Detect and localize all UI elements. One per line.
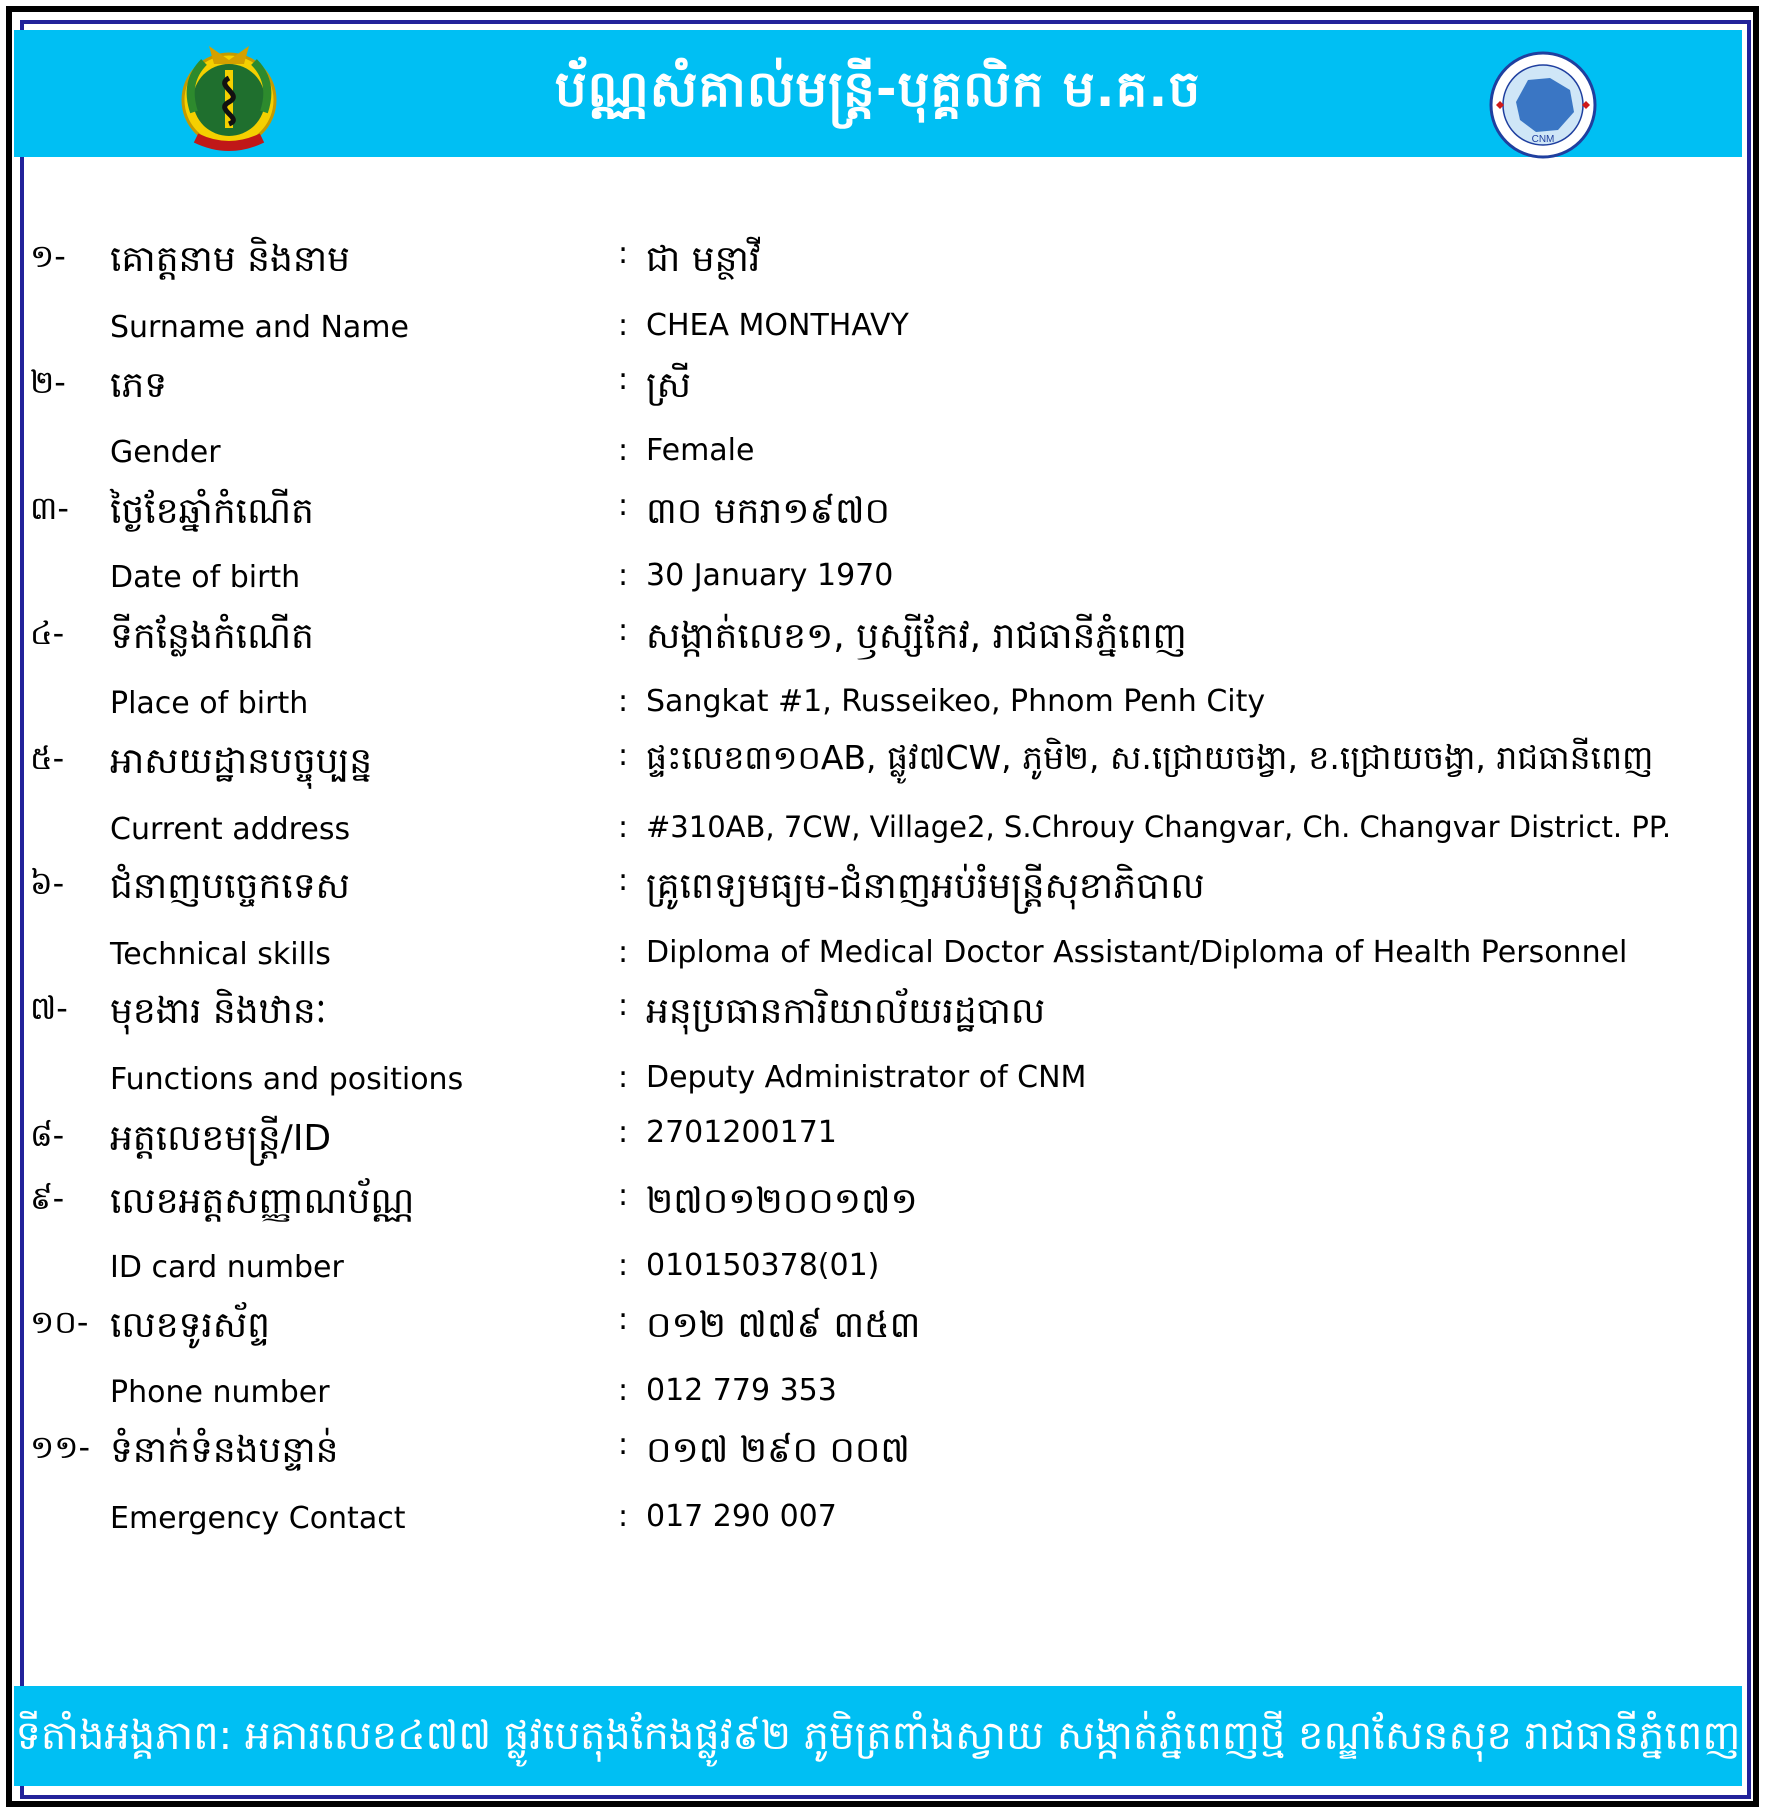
field-label-en: Current address: [110, 812, 351, 847]
field-value-kh: 2701200171: [646, 1115, 837, 1150]
page-title: ប័ណ្ណសំគាល់មន្ត្រី-បុគ្គលិក ម.គ.ច: [554, 60, 1202, 118]
field-label-en: Place of birth: [110, 686, 309, 721]
field-value-kh: អនុប្រធានការិយាល័យរដ្ឋបាល: [646, 991, 1046, 1032]
cnm-logo-text: CNM: [1531, 134, 1555, 145]
field-label-en: Functions and positions: [110, 1062, 464, 1097]
field-value-kh: សង្កាត់លេខ១, ឫស្សីកែវ, រាជធានីភ្នំពេញ: [646, 616, 1187, 657]
field-label-kh: ភេទ: [110, 365, 168, 406]
colon: :: [618, 1302, 629, 1337]
field-value-en: 017 290 007: [646, 1499, 837, 1534]
list-item: [0, 1302, 1771, 1346]
item-number: ១-: [30, 237, 66, 275]
field-label-en: Phone number: [110, 1375, 330, 1410]
list-item: [0, 1427, 1771, 1471]
colon: :: [618, 488, 629, 523]
colon: :: [618, 1373, 629, 1408]
list-item: [0, 613, 1771, 657]
footer-banner: [14, 1686, 1742, 1786]
item-number: ៦-: [30, 864, 65, 902]
list-item: [0, 1248, 1771, 1288]
list-item: [0, 1178, 1771, 1222]
field-value-en: 010150378(01): [646, 1248, 880, 1283]
colon: :: [618, 863, 629, 898]
field-value-kh: ស្រី: [646, 365, 691, 406]
field-value-en: Diploma of Medical Doctor Assistant/Diploma of Health Personnel: [646, 935, 1628, 970]
colon: :: [618, 236, 629, 271]
item-number: ៤-: [30, 614, 65, 652]
colon: :: [618, 810, 629, 845]
colon: :: [618, 988, 629, 1023]
field-value-en: CHEA MONTHAVY: [646, 308, 909, 343]
field-value-en: Female: [646, 433, 755, 468]
item-number: ៩-: [30, 1179, 65, 1217]
field-value-en: Deputy Administrator of CNM: [646, 1060, 1087, 1095]
list-item: [0, 810, 1771, 850]
list-item: [0, 362, 1771, 406]
field-value-en: #310AB, 7CW, Village2, S.Chrouy Changvar, Ch. Changvar District. PP.: [646, 810, 1672, 844]
field-value-kh: ២៧០១២០០១៧១: [646, 1181, 918, 1222]
list-item: [0, 488, 1771, 532]
list-item: [0, 308, 1771, 348]
field-label-kh: ជំនាញបច្ចេកទេស: [110, 866, 350, 907]
list-item: [0, 433, 1771, 473]
colon: :: [618, 1499, 629, 1534]
field-label-en: Emergency Contact: [110, 1501, 406, 1536]
field-label-kh: អាសយដ្ឋានបច្ចុប្បន្ន: [110, 741, 373, 782]
list-item: [0, 988, 1771, 1032]
item-number: ៣-: [30, 489, 69, 527]
field-label-kh: មុខងារ និងឋានៈ: [110, 991, 327, 1032]
cnm-logo-icon: [1488, 50, 1598, 160]
colon: :: [618, 1115, 629, 1150]
list-item: [0, 558, 1771, 598]
colon: :: [618, 738, 629, 773]
item-number: ១០-: [30, 1303, 89, 1341]
colon: :: [618, 935, 629, 970]
colon: :: [618, 613, 629, 648]
field-value-kh: ៣០ មករា១៩៧០: [646, 491, 891, 532]
colon: :: [618, 558, 629, 593]
field-label-en: Gender: [110, 435, 221, 470]
colon: :: [618, 362, 629, 397]
list-item: [0, 236, 1771, 280]
colon: :: [618, 433, 629, 468]
field-label-kh: ថ្ងៃខែឆ្នាំកំណើត: [110, 491, 314, 532]
field-label-kh: គោត្តនាម និងនាម: [110, 239, 350, 280]
colon: :: [618, 1248, 629, 1283]
field-value-kh: ផ្ទះលេខ៣១០AB, ផ្លូវ៧CW, ភូមិ២, ស.ជ្រោយចង្វា, ខ.ជ្រោយចង្វា, រាជធានីពេញ: [646, 738, 1654, 777]
field-label-kh: លេខទូរស័ព្ទ: [110, 1305, 270, 1346]
field-value-en: Sangkat #1, Russeikeo, Phnom Penh City: [646, 684, 1266, 719]
list-item: [0, 935, 1771, 975]
colon: :: [618, 1427, 629, 1462]
list-item: [0, 1115, 1771, 1159]
item-number: ៧-: [30, 989, 68, 1027]
field-value-en: 012 779 353: [646, 1373, 837, 1408]
field-value-kh: ០១២ ៧៧៩ ៣៥៣: [646, 1305, 921, 1346]
list-item: [0, 1060, 1771, 1100]
colon: :: [618, 308, 629, 343]
field-label-kh: ទំនាក់ទំនងបន្ទាន់: [110, 1430, 339, 1471]
item-number: ២-: [30, 363, 66, 401]
colon: :: [618, 684, 629, 719]
field-label-en: Surname and Name: [110, 310, 409, 345]
field-label-en: Date of birth: [110, 560, 301, 595]
field-value-en: 30 January 1970: [646, 558, 894, 593]
field-label-kh: ទីកន្លែងកំណើត: [110, 616, 314, 657]
list-item: [0, 1373, 1771, 1413]
colon: :: [618, 1178, 629, 1213]
list-item: [0, 1499, 1771, 1539]
field-value-kh: គ្រូពេទ្យមធ្យម-ជំនាញអប់រំមន្ត្រីសុខាភិបាល: [646, 866, 1205, 907]
colon: :: [618, 1060, 629, 1095]
field-label-en: ID card number: [110, 1250, 344, 1285]
item-number: ១១-: [30, 1428, 90, 1466]
field-value-kh: ជា មន្ថាវី: [646, 239, 761, 280]
header-banner: [14, 30, 1742, 157]
item-number: ៥-: [30, 739, 65, 777]
list-item: [0, 684, 1771, 724]
field-label-en: Technical skills: [110, 937, 331, 972]
office-address: ទីតាំងអង្គភាព: អគារលេខ៤៧៧ ផ្លូវបេតុងកែងផ្លូវ៩២ ភូមិត្រពាំងស្វាយ សង្កាត់ភ្នំពេញថ្មី ខណ្ឌសែនសុខ រាជធានីភ្នំពេញ: [15, 1713, 1741, 1759]
field-value-kh: ០១៧ ២៩០ ០០៧: [646, 1430, 910, 1471]
list-item: [0, 863, 1771, 907]
field-label-kh: អត្តលេខមន្ត្រី/ID: [110, 1118, 332, 1159]
list-item: [0, 738, 1771, 782]
field-label-kh: លេខអត្តសញ្ញាណប័ណ្ណ: [110, 1181, 415, 1222]
item-number: ៨-: [30, 1116, 65, 1154]
